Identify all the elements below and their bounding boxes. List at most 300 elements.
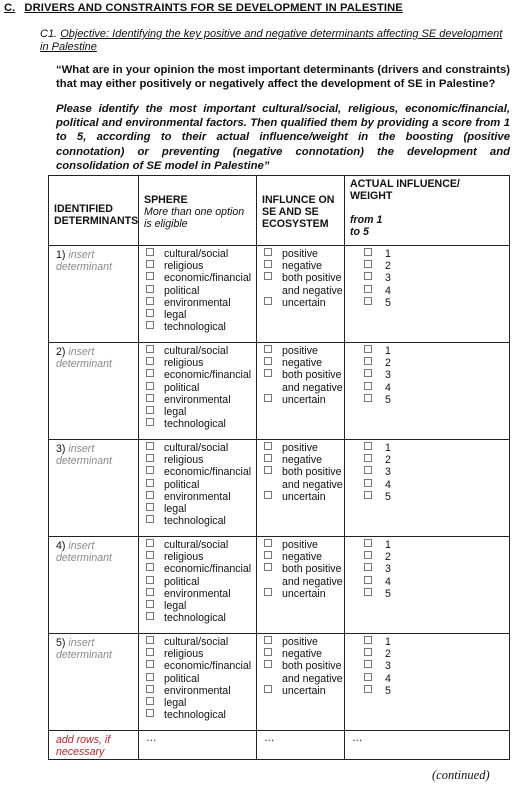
influence-option[interactable]: [264, 648, 344, 660]
determinant-cell: [49, 246, 139, 343]
sphere-option[interactable]: [146, 588, 256, 600]
table-row: [49, 343, 510, 440]
checkbox-icon[interactable]: [264, 636, 272, 644]
sphere-option-label: technological: [164, 418, 226, 431]
sphere-option-label: economic/financial: [164, 660, 252, 673]
checkbox-icon[interactable]: [364, 454, 372, 462]
checkbox-icon[interactable]: [364, 297, 372, 305]
sphere-option[interactable]: [146, 612, 256, 624]
checkbox-icon[interactable]: [146, 600, 154, 608]
sphere-option-label: political: [164, 478, 200, 491]
influence-cell: [257, 440, 345, 537]
influence-option-label: uncertain: [282, 490, 326, 503]
score-option-label: 5: [385, 296, 391, 309]
influence-option[interactable]: [264, 369, 344, 393]
influence-option[interactable]: [264, 260, 344, 272]
sphere-option[interactable]: [146, 321, 256, 333]
determinant-placeholder: insert determinant: [56, 637, 112, 661]
sphere-option-label: religious: [164, 357, 204, 370]
score-option[interactable]: [364, 369, 509, 381]
checkbox-icon[interactable]: [364, 685, 372, 693]
influence-option[interactable]: [264, 636, 344, 648]
score-option[interactable]: [364, 382, 509, 394]
determinant-cell: [49, 440, 139, 537]
checkbox-icon[interactable]: [364, 648, 372, 656]
sphere-option-label: environmental: [164, 296, 231, 309]
sphere-option[interactable]: [146, 309, 256, 321]
checkbox-icon[interactable]: [364, 551, 372, 559]
section-prefix: C.: [4, 2, 16, 14]
sphere-options: [139, 440, 256, 527]
determinant-placeholder: insert determinant: [56, 540, 112, 564]
sphere-option[interactable]: [146, 345, 256, 357]
checkbox-icon[interactable]: [264, 369, 272, 377]
determinant-input[interactable]: [49, 440, 138, 467]
score-option[interactable]: [364, 539, 509, 551]
influence-options: [257, 343, 344, 406]
influence-options: [257, 440, 344, 503]
checkbox-icon[interactable]: [364, 466, 372, 474]
header-weight-title: ACTUAL INFLUENCE/ WEIGHT: [350, 178, 460, 202]
add-rows-cell: [49, 731, 139, 760]
sphere-option-label: religious: [164, 648, 204, 661]
header-weight-note: from 1 to 5: [350, 214, 383, 238]
determinant-placeholder: insert determinant: [56, 249, 112, 273]
sphere-option-label: environmental: [164, 490, 231, 503]
score-option[interactable]: [364, 660, 509, 672]
determinant-input[interactable]: [49, 537, 138, 564]
checkbox-icon[interactable]: [364, 260, 372, 268]
ellipsis-text: …: [146, 732, 157, 744]
table-row: [49, 634, 510, 731]
score-option-label: 1: [385, 248, 391, 260]
influence-option-label: both positive and negative: [282, 563, 343, 588]
score-option-label: 1: [385, 539, 391, 551]
score-option[interactable]: [364, 648, 509, 660]
weight-cell: [345, 343, 510, 440]
score-option[interactable]: [364, 297, 509, 309]
checkbox-icon[interactable]: [364, 539, 372, 547]
sphere-option-label: legal: [164, 600, 187, 613]
objective-label: C1.: [40, 28, 58, 40]
score-option[interactable]: [364, 394, 509, 406]
score-option[interactable]: [364, 357, 509, 369]
add-rows-note: add rows, if necessary: [56, 734, 111, 758]
sphere-option[interactable]: [146, 648, 256, 660]
influence-option-label: uncertain: [282, 393, 326, 406]
ellipsis-text: …: [264, 732, 275, 744]
influence-option-label: negative: [282, 260, 323, 273]
sphere-option-label: legal: [164, 697, 187, 710]
determinant-cell: [49, 634, 139, 731]
checkbox-icon[interactable]: [146, 394, 154, 402]
score-option[interactable]: [364, 466, 509, 478]
influence-option-label: positive: [282, 248, 318, 260]
ellipsis-cell: [257, 731, 345, 760]
sphere-option[interactable]: [146, 248, 256, 260]
sphere-cell: [139, 537, 257, 634]
determinant-placeholder: insert determinant: [56, 346, 112, 370]
influence-option[interactable]: [264, 660, 344, 684]
score-option[interactable]: [364, 285, 509, 297]
sphere-option[interactable]: [146, 491, 256, 503]
sphere-option[interactable]: [146, 636, 256, 648]
table-header-row: [49, 176, 510, 246]
checkbox-icon[interactable]: [146, 260, 154, 268]
checkbox-icon[interactable]: [364, 660, 372, 668]
influence-option[interactable]: [264, 539, 344, 551]
score-options: [345, 440, 509, 503]
objective: [40, 28, 508, 54]
influence-options: [257, 537, 344, 600]
influence-option[interactable]: [264, 491, 344, 503]
row-number: 2): [56, 346, 66, 358]
checkbox-icon[interactable]: [146, 406, 154, 414]
checkbox-icon[interactable]: [264, 466, 272, 474]
row-number: 4): [56, 540, 66, 552]
checkbox-icon[interactable]: [146, 248, 154, 256]
weight-cell: [345, 246, 510, 343]
checkbox-icon[interactable]: [364, 394, 372, 402]
influence-option-label: uncertain: [282, 587, 326, 600]
checkbox-icon[interactable]: [146, 272, 154, 280]
continued-note: (continued): [432, 768, 490, 782]
sphere-option-label: cultural/social: [164, 442, 229, 454]
score-option[interactable]: [364, 491, 509, 503]
influence-option-label: positive: [282, 442, 318, 454]
sphere-option-label: cultural/social: [164, 248, 229, 260]
sphere-option[interactable]: [146, 406, 256, 418]
score-option[interactable]: [364, 248, 509, 260]
sphere-option-label: economic/financial: [164, 466, 252, 479]
sphere-option[interactable]: [146, 660, 256, 672]
sphere-option[interactable]: [146, 563, 256, 575]
checkbox-icon[interactable]: [364, 357, 372, 365]
header-sphere-title: SPHERE: [144, 194, 188, 206]
score-option[interactable]: [364, 442, 509, 454]
score-option-label: 2: [385, 260, 391, 273]
determinant-input[interactable]: [49, 343, 138, 370]
header-sphere: [139, 176, 257, 246]
ellipsis-cell: [345, 731, 510, 760]
checkbox-icon[interactable]: [264, 394, 272, 402]
influence-option-label: negative: [282, 551, 323, 564]
checkbox-icon[interactable]: [146, 515, 154, 523]
checkbox-icon[interactable]: [264, 563, 272, 571]
weight-cell: [345, 440, 510, 537]
checkbox-icon[interactable]: [146, 563, 154, 571]
score-option[interactable]: [364, 673, 509, 685]
sphere-option[interactable]: [146, 466, 256, 478]
sphere-option[interactable]: [146, 369, 256, 381]
table-row: [49, 537, 510, 634]
score-option-label: 1: [385, 442, 391, 454]
influence-option[interactable]: [264, 466, 344, 490]
influence-option[interactable]: [264, 551, 344, 563]
checkbox-icon[interactable]: [146, 576, 154, 584]
row-number: 1): [56, 249, 66, 261]
checkbox-icon[interactable]: [146, 382, 154, 390]
score-option-label: 3: [385, 563, 391, 576]
checkbox-icon[interactable]: [364, 442, 372, 450]
influence-option-label: positive: [282, 539, 318, 551]
row-number: 3): [56, 443, 66, 455]
influence-option[interactable]: [264, 357, 344, 369]
checkbox-icon[interactable]: [146, 551, 154, 559]
checkbox-icon[interactable]: [146, 539, 154, 547]
score-option[interactable]: [364, 588, 509, 600]
checkbox-icon[interactable]: [146, 503, 154, 511]
checkbox-icon[interactable]: [264, 454, 272, 462]
score-option-label: 4: [385, 672, 391, 685]
sphere-option[interactable]: [146, 503, 256, 515]
checkbox-icon[interactable]: [146, 648, 154, 656]
checkbox-icon[interactable]: [146, 466, 154, 474]
influence-option[interactable]: [264, 685, 344, 697]
checkbox-icon[interactable]: [146, 636, 154, 644]
sphere-option[interactable]: [146, 539, 256, 551]
checkbox-icon[interactable]: [364, 588, 372, 596]
sphere-option[interactable]: [146, 357, 256, 369]
influence-options: [257, 246, 344, 309]
checkbox-icon[interactable]: [264, 588, 272, 596]
score-option-label: 5: [385, 490, 391, 503]
score-option[interactable]: [364, 260, 509, 272]
checkbox-icon[interactable]: [264, 260, 272, 268]
sphere-option-label: environmental: [164, 587, 231, 600]
influence-option-label: both positive and negative: [282, 369, 343, 394]
checkbox-icon[interactable]: [364, 673, 372, 681]
checkbox-icon[interactable]: [146, 418, 154, 426]
score-option-label: 3: [385, 369, 391, 382]
sphere-option-label: political: [164, 381, 200, 394]
sphere-option[interactable]: [146, 272, 256, 284]
sphere-option[interactable]: [146, 454, 256, 466]
checkbox-icon[interactable]: [264, 272, 272, 280]
sphere-cell: [139, 634, 257, 731]
checkbox-icon[interactable]: [146, 454, 154, 462]
checkbox-icon[interactable]: [364, 369, 372, 377]
score-option-label: 2: [385, 357, 391, 370]
checkbox-icon[interactable]: [264, 660, 272, 668]
checkbox-icon[interactable]: [146, 479, 154, 487]
sphere-option[interactable]: [146, 576, 256, 588]
score-option[interactable]: [364, 345, 509, 357]
sphere-option[interactable]: [146, 382, 256, 394]
influence-option[interactable]: [264, 248, 344, 260]
checkbox-icon[interactable]: [264, 297, 272, 305]
influence-option-label: negative: [282, 357, 323, 370]
checkbox-icon[interactable]: [146, 697, 154, 705]
checkbox-icon[interactable]: [146, 685, 154, 693]
row-number: 5): [56, 637, 66, 649]
checkbox-icon[interactable]: [146, 285, 154, 293]
checkbox-icon[interactable]: [264, 551, 272, 559]
influence-option[interactable]: [264, 454, 344, 466]
score-option[interactable]: [364, 272, 509, 284]
sphere-option[interactable]: [146, 394, 256, 406]
checkbox-icon[interactable]: [146, 673, 154, 681]
sphere-option-label: cultural/social: [164, 539, 229, 551]
influence-options: [257, 634, 344, 697]
score-option[interactable]: [364, 636, 509, 648]
sphere-cell: [139, 440, 257, 537]
score-option-label: 4: [385, 381, 391, 394]
influence-option[interactable]: [264, 394, 344, 406]
checkbox-icon[interactable]: [364, 382, 372, 390]
checkbox-icon[interactable]: [146, 369, 154, 377]
sphere-option-label: legal: [164, 309, 187, 322]
section-title: [4, 2, 403, 14]
checkbox-icon[interactable]: [146, 660, 154, 668]
checkbox-icon[interactable]: [364, 272, 372, 280]
sphere-option-label: political: [164, 284, 200, 297]
checkbox-icon[interactable]: [146, 321, 154, 329]
checkbox-icon[interactable]: [364, 248, 372, 256]
checkbox-icon[interactable]: [364, 285, 372, 293]
checkbox-icon[interactable]: [364, 479, 372, 487]
table-row-add: [49, 731, 510, 760]
influence-option[interactable]: [264, 442, 344, 454]
score-option-label: 1: [385, 345, 391, 357]
score-option[interactable]: [364, 576, 509, 588]
section-title-text: DRIVERS AND CONSTRAINTS FOR SE DEVELOPMENT IN PALESTINE: [24, 2, 403, 14]
checkbox-icon[interactable]: [264, 491, 272, 499]
sphere-option[interactable]: [146, 697, 256, 709]
influence-cell: [257, 246, 345, 343]
influence-option[interactable]: [264, 563, 344, 587]
score-option-label: 4: [385, 575, 391, 588]
checkbox-icon[interactable]: [146, 297, 154, 305]
checkbox-icon[interactable]: [146, 491, 154, 499]
score-option-label: 1: [385, 636, 391, 648]
score-option-label: 4: [385, 284, 391, 297]
sphere-option-label: technological: [164, 515, 226, 528]
weight-cell: [345, 634, 510, 731]
question-text: “What are in your opinion the most important determinants (drivers and constraints) that may either positively or negatively affect the development of SE in Palestine?: [56, 64, 510, 91]
score-option-label: 3: [385, 466, 391, 479]
checkbox-icon[interactable]: [146, 442, 154, 450]
sphere-option[interactable]: [146, 285, 256, 297]
sphere-option-label: technological: [164, 321, 226, 334]
sphere-option-label: economic/financial: [164, 563, 252, 576]
sphere-option-label: environmental: [164, 684, 231, 697]
sphere-option[interactable]: [146, 260, 256, 272]
determinant-cell: [49, 537, 139, 634]
score-options: [345, 246, 509, 309]
influence-option[interactable]: [264, 588, 344, 600]
sphere-option[interactable]: [146, 600, 256, 612]
sphere-option-label: environmental: [164, 393, 231, 406]
sphere-option[interactable]: [146, 297, 256, 309]
checkbox-icon[interactable]: [264, 648, 272, 656]
determinant-input[interactable]: [49, 634, 138, 661]
sphere-option-label: religious: [164, 260, 204, 273]
determinant-input[interactable]: [49, 246, 138, 273]
score-option-label: 5: [385, 393, 391, 406]
header-influence: INFLUNCE ON SE AND SE ECOSYSTEM: [257, 176, 345, 246]
checkbox-icon[interactable]: [264, 685, 272, 693]
sphere-option-label: political: [164, 575, 200, 588]
checkbox-icon[interactable]: [364, 491, 372, 499]
checkbox-icon[interactable]: [364, 576, 372, 584]
checkbox-icon[interactable]: [264, 442, 272, 450]
checkbox-icon[interactable]: [264, 357, 272, 365]
weight-cell: [345, 537, 510, 634]
score-options: [345, 634, 509, 697]
sphere-option-label: economic/financial: [164, 369, 252, 382]
checkbox-icon[interactable]: [264, 248, 272, 256]
table-row: [49, 440, 510, 537]
sphere-option-label: religious: [164, 454, 204, 467]
influence-cell: [257, 634, 345, 731]
sphere-option-label: economic/financial: [164, 272, 252, 285]
influence-cell: [257, 537, 345, 634]
sphere-options: [139, 537, 256, 624]
checkbox-icon[interactable]: [364, 345, 372, 353]
influence-option-label: both positive and negative: [282, 660, 343, 685]
score-option-label: 2: [385, 454, 391, 467]
sphere-option[interactable]: [146, 418, 256, 430]
sphere-option[interactable]: [146, 442, 256, 454]
determinants-table: [48, 175, 510, 760]
score-option-label: 3: [385, 272, 391, 285]
sphere-option-label: political: [164, 672, 200, 685]
influence-cell: [257, 343, 345, 440]
sphere-option[interactable]: [146, 479, 256, 491]
header-sphere-note: More than one option is eligible: [144, 206, 245, 230]
influence-option[interactable]: [264, 297, 344, 309]
checkbox-icon[interactable]: [264, 539, 272, 547]
sphere-option[interactable]: [146, 685, 256, 697]
sphere-option[interactable]: [146, 551, 256, 563]
influence-option[interactable]: [264, 345, 344, 357]
sphere-option[interactable]: [146, 709, 256, 721]
sphere-option-label: technological: [164, 612, 226, 625]
influence-option-label: negative: [282, 648, 323, 661]
influence-option-label: uncertain: [282, 684, 326, 697]
score-option[interactable]: [364, 551, 509, 563]
checkbox-icon[interactable]: [146, 612, 154, 620]
influence-option-label: negative: [282, 454, 323, 467]
checkbox-icon[interactable]: [364, 563, 372, 571]
determinant-placeholder: insert determinant: [56, 443, 112, 467]
sphere-option-label: cultural/social: [164, 636, 229, 648]
influence-option-label: uncertain: [282, 296, 326, 309]
checkbox-icon[interactable]: [146, 709, 154, 717]
score-option-label: 5: [385, 587, 391, 600]
checkbox-icon[interactable]: [264, 345, 272, 353]
score-option[interactable]: [364, 479, 509, 491]
checkbox-icon[interactable]: [146, 357, 154, 365]
score-option[interactable]: [364, 685, 509, 697]
score-option-label: 2: [385, 648, 391, 661]
score-option[interactable]: [364, 454, 509, 466]
sphere-option[interactable]: [146, 515, 256, 527]
header-determinants: IDENTIFIED DETERMINANTS: [49, 176, 139, 246]
checkbox-icon[interactable]: [146, 588, 154, 596]
sphere-option[interactable]: [146, 673, 256, 685]
ellipsis-text: …: [352, 732, 363, 744]
influence-option[interactable]: [264, 272, 344, 296]
checkbox-icon[interactable]: [146, 309, 154, 317]
score-option[interactable]: [364, 563, 509, 575]
checkbox-icon[interactable]: [146, 345, 154, 353]
influence-option-label: positive: [282, 636, 318, 648]
sphere-cell: [139, 343, 257, 440]
checkbox-icon[interactable]: [364, 636, 372, 644]
sphere-cell: [139, 246, 257, 343]
